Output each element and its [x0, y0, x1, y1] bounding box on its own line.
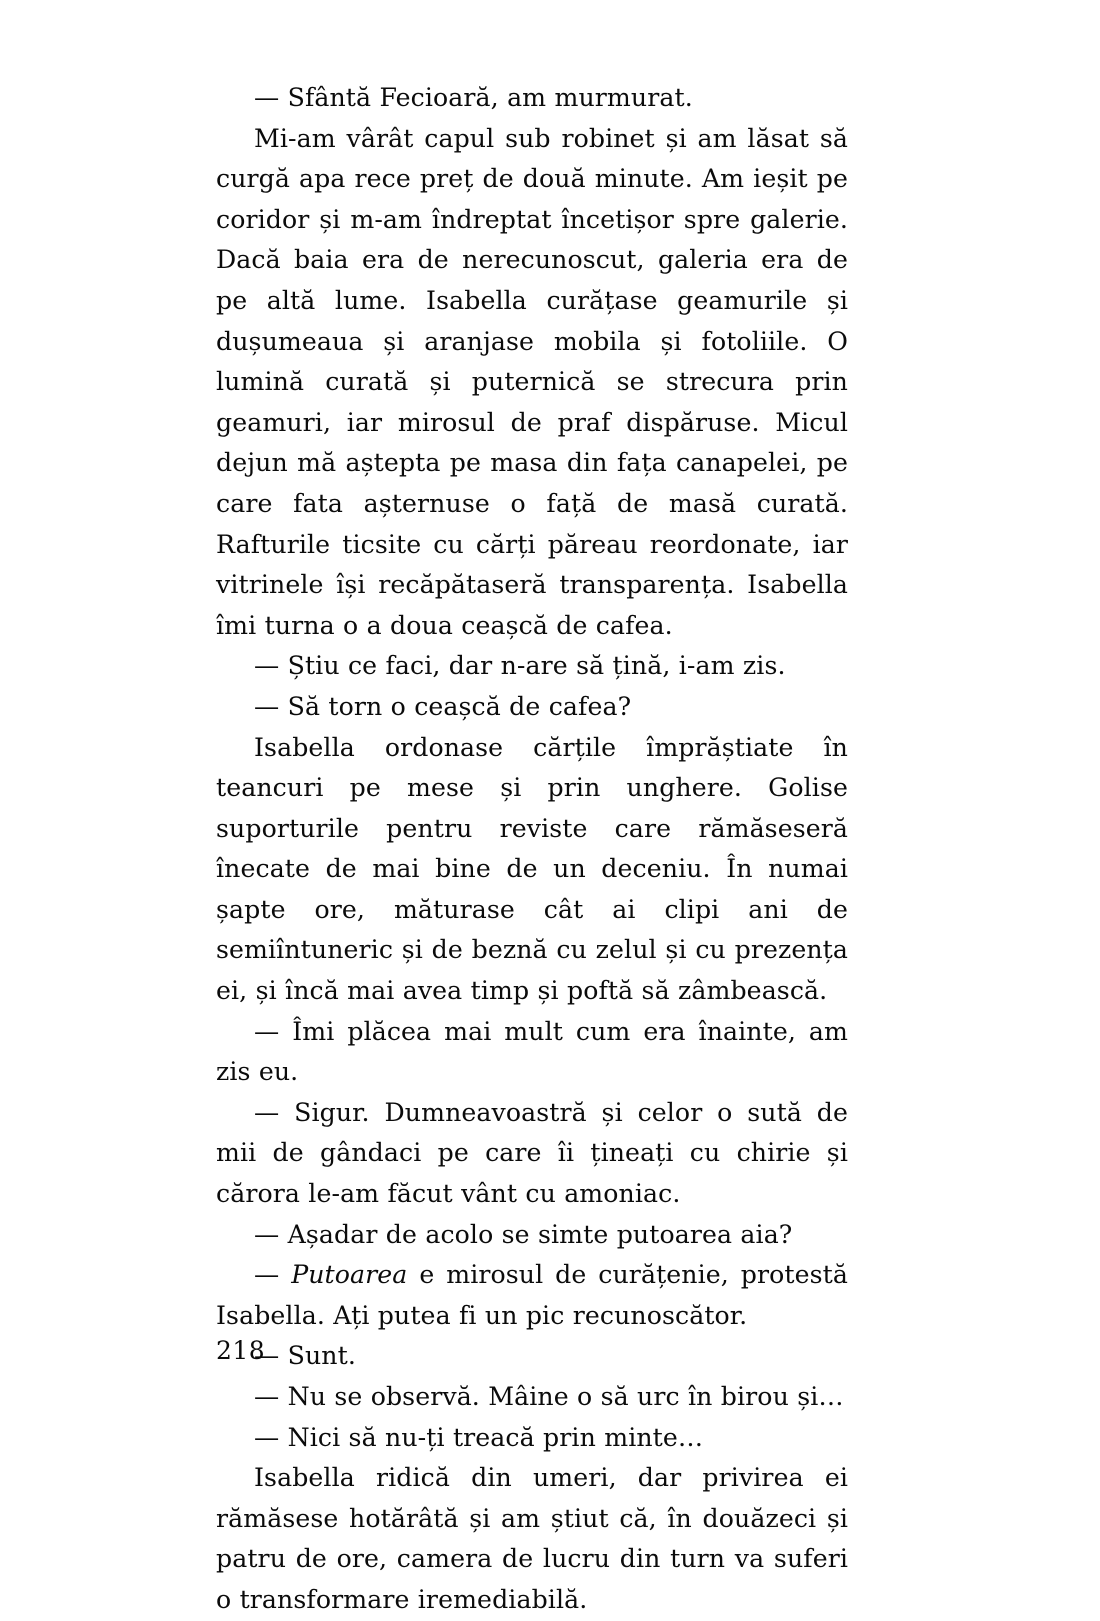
body-text: [216, 78, 848, 1621]
paragraph-10: — Sunt.: [254, 1341, 356, 1371]
paragraph-4: — Să torn o ceașcă de cafea?: [254, 691, 632, 721]
paragraph-12: — Nici să nu-ți treacă prin minte…: [254, 1422, 704, 1452]
paragraph-3: — Știu ce faci, dar n-are să țină, i-am zis.: [254, 651, 786, 681]
paragraph-7: — Sigur. Dumneavoastră și celor o sută de mii de gândaci pe care îi țineați cu chirie și cărora le-am făcut vânt cu amoniac.: [216, 1097, 848, 1209]
paragraph-8: — Așadar de acolo se simte putoarea aia?: [254, 1219, 793, 1249]
page-number: 218: [216, 1336, 266, 1365]
paragraph-1: — Sfântă Fecioară, am murmurat.: [254, 83, 693, 112]
paragraph-5: Isabella ordonase cărțile împrăștiate în teancuri pe mese și prin unghere. Golise suporturile pentru reviste care rămăseseră înecate de mai bine de un deceniu. În numai șapte ore, măturase cât ai clipi ani de semiîntuneric și de beznă cu zelul și cu prezența ei, și încă mai avea timp și poftă să zâmbească.: [216, 732, 848, 1006]
paragraph-2: Mi-am vârât capul sub robinet și am lăsat să curgă apa rece preț de două minute. Am ieșit pe coridor și m-am îndreptat încetișor spre galerie. Dacă baia era de nerecunoscut, galeria era de pe altă lume. Isabella curățase geamurile și dușumeaua și aranjase mobila și fotoliile. O lumină curată și puternică se strecura prin geamuri, iar mirosul de praf dispăruse. Micul dejun mă aștepta pe masa din fața canapelei, pe care fata așternuse o față de masă curată. Rafturile ticsite cu cărți păreau reordonate, iar vitrinele își recăpătaseră transparența. Isabella îmi turna o a doua ceașcă de cafea.: [216, 123, 848, 640]
emphasis-putoarea: Putoarea: [291, 1260, 408, 1290]
paragraph-9-rest: e mirosul de curățenie, protestă Isabella. Ați putea fi un pic recunoscător.: [216, 1260, 848, 1330]
dialogue-dash: —: [254, 1260, 292, 1290]
paragraph-13: Isabella ridică din umeri, dar privirea ei rămăsese hotărâtă și am știut că, în douăzeci și patru de ore, camera de lucru din turn va suferi o transformare iremediabilă.: [216, 1463, 848, 1614]
paragraph-6: — Îmi plăcea mai mult cum era înainte, am zis eu.: [216, 1016, 848, 1087]
paragraph-11: — Nu se observă. Mâine o să urc în birou și…: [254, 1382, 844, 1411]
paragraph-9: [216, 1255, 848, 1336]
